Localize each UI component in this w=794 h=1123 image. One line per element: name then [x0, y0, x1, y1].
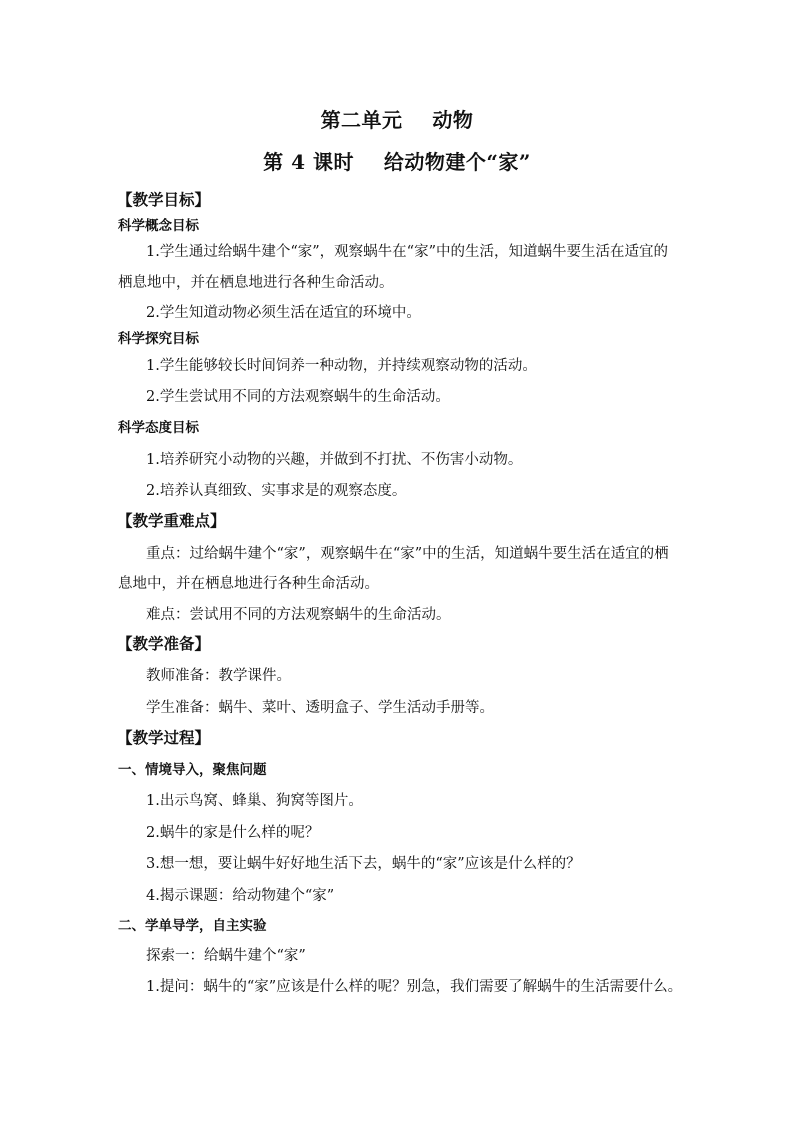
text-line: 教师准备：教学课件。 — [146, 668, 291, 684]
subheading-attitude: 科学态度目标 — [118, 420, 199, 436]
text-line: 1.培养研究小动物的兴趣，并做到不打扰、不伤害小动物。 — [146, 452, 523, 468]
subheading-part2: 二、学单导学，自主实验 — [118, 918, 267, 934]
text-line: 栖息地中，并在栖息地进行各种生命活动。 — [118, 275, 394, 291]
text-line: 2.蜗牛的家是什么样的呢？ — [146, 825, 320, 841]
text-line: 学生准备：蜗牛、菜叶、透明盒子、学生活动手册等。 — [146, 700, 494, 716]
text-line: 重点：过给蜗牛建个“家”，观察蜗牛在“家”中的生活，知道蜗牛要生活在适宜的栖 — [146, 546, 669, 562]
section-heading-key-points: 【教学重难点】 — [117, 511, 226, 530]
subheading-part1: 一、情境导入，聚焦问题 — [118, 762, 267, 778]
text-line: 1.学生能够较长时间饲养一种动物，并持续观察动物的活动。 — [146, 358, 537, 374]
section-heading-goals: 【教学目标】 — [117, 190, 211, 209]
section-heading-preparation: 【教学准备】 — [117, 634, 211, 653]
text-line: 1.出示鸟窝、蜂巢、狗窝等图片。 — [146, 793, 363, 809]
text-line: 2.学生知道动物必须生活在适宜的环境中。 — [146, 305, 421, 321]
section-heading-process: 【教学过程】 — [117, 728, 211, 747]
subheading-concept: 科学概念目标 — [118, 218, 199, 234]
text-line: 难点：尝试用不同的方法观察蜗牛的生命活动。 — [146, 607, 451, 623]
text-line: 2.培养认真细致、实事求是的观察态度。 — [146, 483, 407, 499]
text-line: 2.学生尝试用不同的方法观察蜗牛的生命活动。 — [146, 389, 450, 405]
text-line: 3.想一想，要让蜗牛好好地生活下去，蜗牛的“家”应该是什么样的？ — [146, 856, 581, 872]
text-line: 1.提问：蜗牛的“家”应该是什么样的呢？别急，我们需要了解蜗牛的生活需要什么。 — [146, 979, 683, 995]
unit-title: 第二单元 动物 — [320, 108, 474, 132]
text-line: 探索一：给蜗牛建个“家” — [146, 948, 306, 964]
text-line: 1.学生通过给蜗牛建个“家”，观察蜗牛在“家”中的生活，知道蜗牛要生活在适宜的 — [146, 244, 668, 260]
lesson-title: 第 4 课时 给动物建个“家” — [263, 150, 531, 174]
text-line: 4.揭示课题：给动物建个“家” — [146, 888, 335, 904]
text-line: 息地中，并在栖息地进行各种生命活动。 — [118, 576, 379, 592]
subheading-inquiry: 科学探究目标 — [118, 331, 199, 347]
